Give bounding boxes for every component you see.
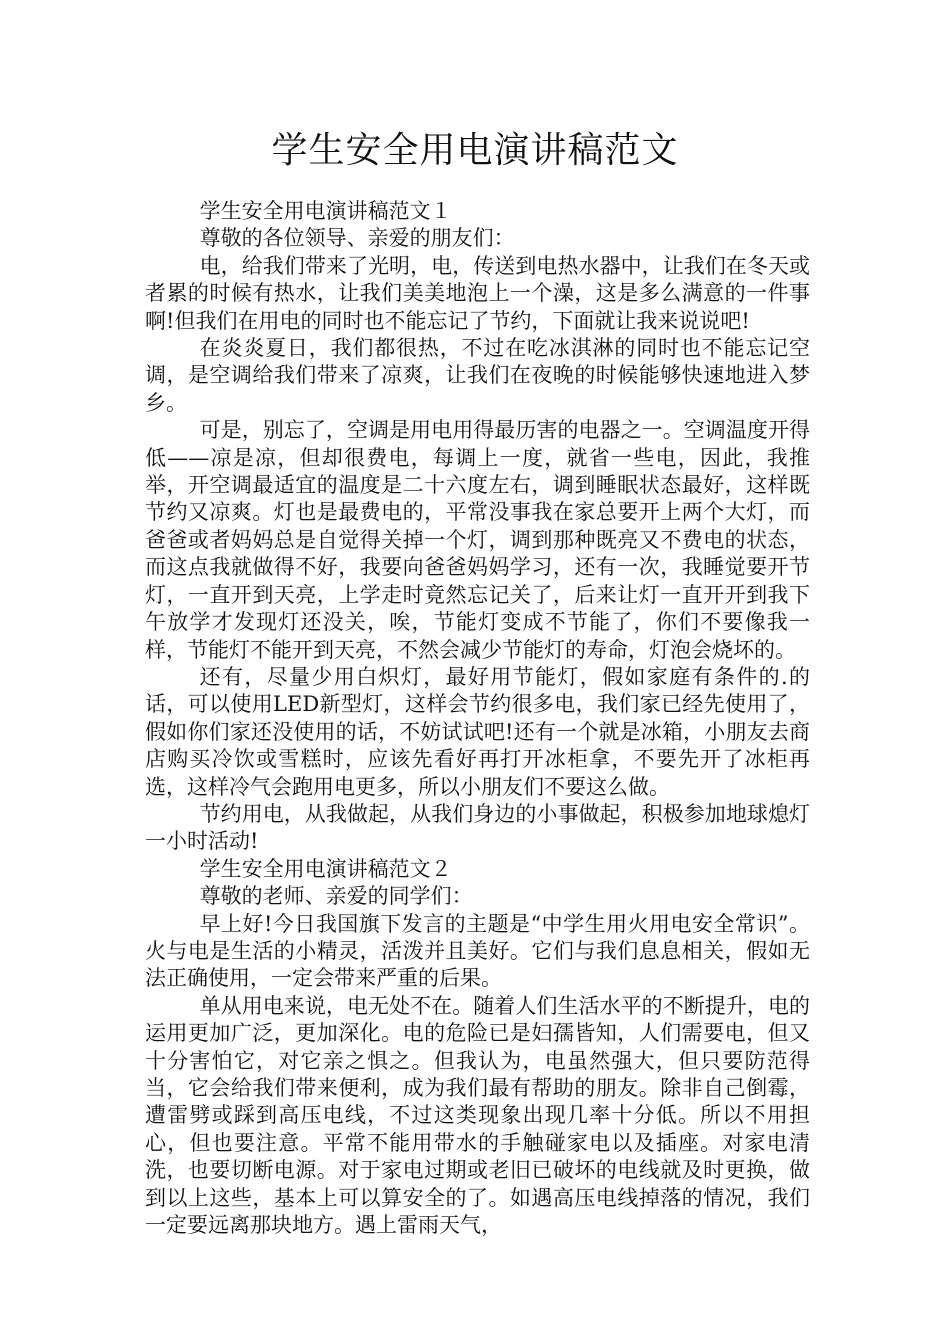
paragraph: 早上好!今日我国旗下发言的主题是“中学生用火用电安全常识”。火与电是生活的小精灵，活泼并且美好。它们与我们息息相关，假如无法正确使用，一定会带来严重的后果。: [145, 911, 810, 991]
section-heading-2: 学生安全用电演讲稿范文２: [199, 856, 452, 881]
paragraph: 可是，别忘了，空调是用电用得最历害的电器之一。空调温度开得低——凉是凉，但却很费电，每调上一度，就省一些电，因此，我推举，开空调最适宜的温度是二十六度左右，调到睡眠状态最好，这样既节约又凉爽。灯也是最费电的，平常没事我在家总要开上两个大灯，而爸爸或者妈妈总是自觉得关掉一个灯，调到那种既亮又不费电的状态，而这点我就做得不好，我要向爸爸妈妈学习，还有一次，我睡觉要开节灯，一直开到天亮，上学走时竟然忘记关了，后来让灯一直开开到我下午放学才发现灯还没关，唉，节能灯变成不节能了，你们不要像我一样，节能灯不能开到天亮，不然会减少节能灯的寿命，灯泡会烧坏的。: [145, 418, 810, 662]
salutation-1: 尊敬的各位领导、亲爱的朋友们：: [199, 226, 515, 251]
section-heading-1: 学生安全用电演讲稿范文１: [199, 199, 452, 223]
document-title: 学生安全用电演讲稿范文: [271, 130, 679, 171]
paragraph: 电，给我们带来了光明，电，传送到电热水器中，让我们在冬天或者累的时候有热水，让我们美美地泡上一个澡，这是多么满意的一件事啊!但我们在用电的同时也不能忘记了节约，下面就让我来说说吧!: [145, 253, 810, 333]
paragraph: 在炎炎夏日，我们都很热，不过在吃冰淇淋的同时也不能忘记空调，是空调给我们带来了凉爽，让我们在夜晚的时候能够快速地进入梦乡。: [145, 336, 810, 415]
document-body: [145, 198, 810, 1239]
paragraph: 还有，尽量少用白炽灯，最好用节能灯，假如家庭有条件的.的话，可以使用LED新型灯，这样会节约很多电，我们家已经先使用了，假如你们家还没使用的话，不妨试试吧!还有一个就是冰箱，小朋友去商店购买冷饮或雪糕时，应该先看好再打开冰柜拿，不要先开了冰柜再选，这样冷气会跑用电更多，所以小朋友们不要这么做。: [145, 664, 810, 799]
paragraph: 节约用电，从我做起，从我们身边的小事做起，积极参加地球熄灯一小时活动!: [145, 801, 810, 854]
salutation-2: 尊敬的老师、亲爱的同学们：: [199, 884, 473, 909]
paragraph: 单从用电来说，电无处不在。随着人们生活水平的不断提升，电的运用更加广泛，更加深化。电的危险已是妇孺皆知，人们需要电，但又十分害怕它，对它亲之惧之。但我认为，电虽然强大，但只要防范得当，它会给我们带来便利，成为我们最有帮助的朋友。除非自己倒霉，遭雷劈或踩到高压电线，不过这类现象出现几率十分低。所以不用担心，但也要注意。平常不能用带水的手触碰家电以及插座。对家电清洗，也要切断电源。对于家电过期或老旧已破坏的电线就及时更换，做到以上这些，基本上可以算安全的了。如遇高压电线掉落的情况，我们一定要远离那块地方。遇上雷雨天气，: [145, 993, 810, 1238]
